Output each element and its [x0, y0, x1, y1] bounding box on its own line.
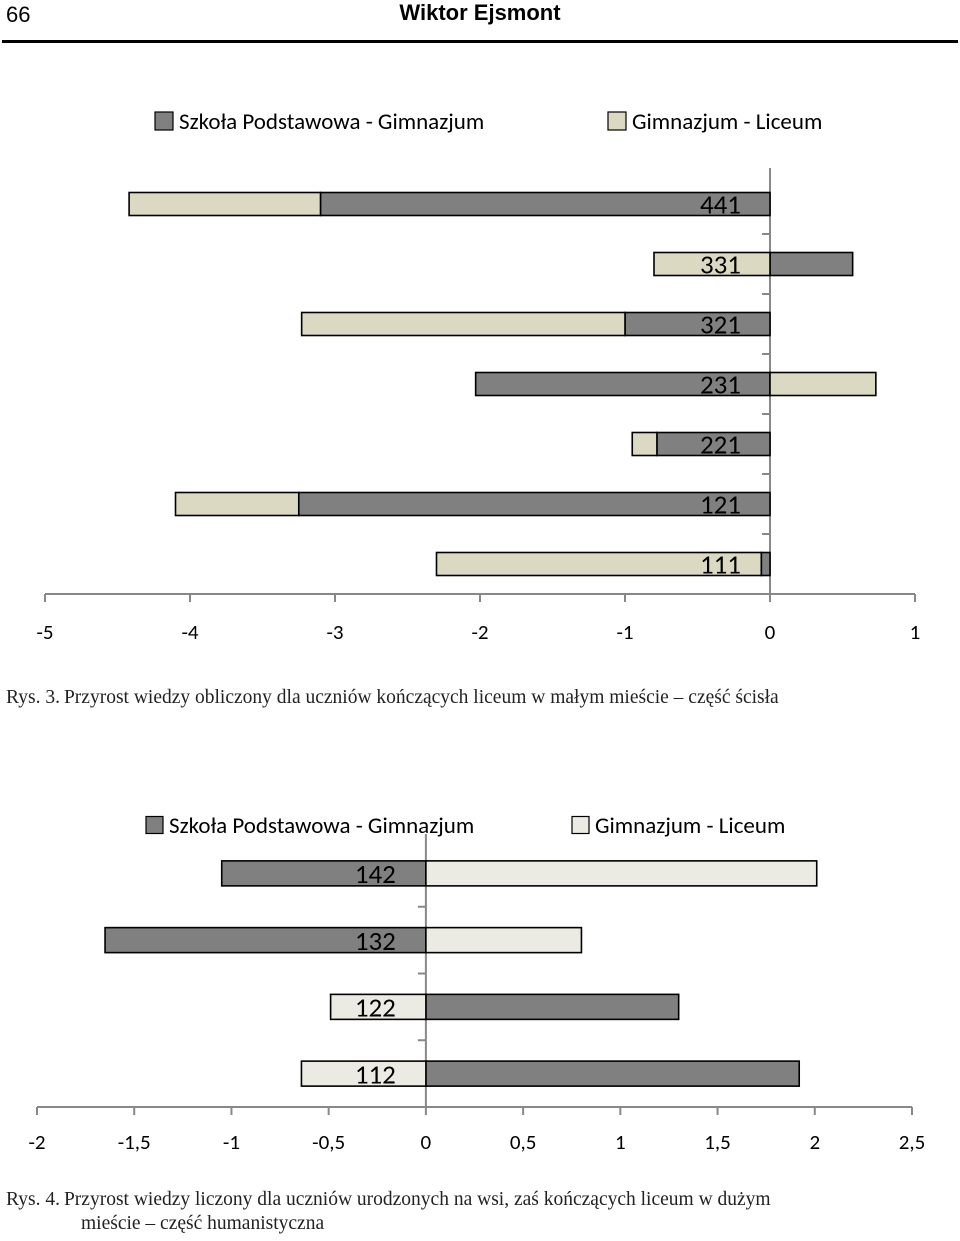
x-tick-label: -1: [616, 619, 634, 645]
figure-3-caption-text: Przyrost wiedzy obliczony dla uczniów kończących liceum w małym mieście – część ścisła: [63, 687, 779, 708]
legend-label: Szkoła Podstawowa - Gimnazjum: [169, 812, 475, 840]
bar: [770, 373, 876, 396]
legend-label: Gimnazjum - Liceum: [632, 108, 823, 136]
category-label: 321: [699, 308, 741, 342]
legend-swatch: [146, 817, 163, 834]
x-tick-label: -0,5: [312, 1129, 346, 1155]
header-rule: [2, 40, 958, 43]
category-label: 142: [354, 858, 396, 892]
category-label: 441: [699, 188, 741, 222]
figure-3-label: Rys. 3.: [6, 687, 60, 708]
bar: [770, 253, 853, 276]
bar: [426, 861, 817, 886]
x-tick-label: 1: [909, 619, 921, 645]
bar: [625, 313, 770, 336]
x-tick-label: 1: [615, 1129, 626, 1155]
figure-4-label: Rys. 4.: [6, 1189, 60, 1210]
bar: [426, 994, 679, 1019]
figure-4-caption-text: Przyrost wiedzy liczony dla uczniów urodzonych na wsi, zaś kończących liceum w dużym: [63, 1189, 771, 1210]
bar: [632, 433, 657, 456]
bar: [761, 553, 770, 576]
legend-swatch: [608, 112, 626, 130]
category-label: 231: [699, 368, 741, 402]
running-head-author: Wiktor Ejsmont: [399, 0, 561, 25]
figure-4-chart: [0, 800, 960, 1180]
legend-swatch: [155, 112, 173, 130]
x-tick-label: 0,5: [509, 1129, 537, 1155]
bar: [302, 313, 625, 336]
x-tick-label: -3: [326, 619, 344, 645]
x-tick-label: 0: [420, 1129, 432, 1155]
category-label: 331: [699, 248, 741, 282]
x-tick-label: -1,5: [117, 1129, 151, 1155]
page-header: [0, 0, 960, 44]
x-tick-label: -1: [222, 1129, 240, 1155]
x-tick-label: -4: [181, 619, 199, 645]
figure-3-caption: [6, 686, 956, 710]
bar: [426, 1061, 799, 1086]
category-label: 221: [699, 428, 741, 462]
figure-4-caption: [6, 1188, 956, 1236]
bar: [176, 493, 299, 516]
category-label: 122: [354, 991, 396, 1025]
figure-4-caption-line2: mieście – część humanistyczna: [81, 1213, 325, 1234]
category-label: 111: [699, 548, 741, 582]
legend-label: Gimnazjum - Liceum: [595, 812, 786, 840]
legend-label: Szkoła Podstawowa - Gimnazjum: [179, 108, 485, 136]
category-label: 121: [699, 488, 741, 522]
legend-swatch: [572, 817, 589, 834]
bar: [426, 928, 582, 953]
category-label: 112: [354, 1058, 396, 1092]
page-number: 66: [6, 2, 31, 27]
x-tick-label: 0: [764, 619, 776, 645]
x-tick-label: -2: [471, 619, 489, 645]
x-tick-label: 1,5: [704, 1129, 731, 1155]
x-tick-label: -5: [36, 619, 54, 645]
x-tick-label: 2,5: [898, 1129, 926, 1155]
x-tick-label: 2: [809, 1129, 821, 1155]
figure-3-chart: [0, 90, 960, 690]
bar: [129, 193, 320, 216]
x-tick-label: -2: [28, 1129, 46, 1155]
category-label: 132: [354, 924, 396, 958]
